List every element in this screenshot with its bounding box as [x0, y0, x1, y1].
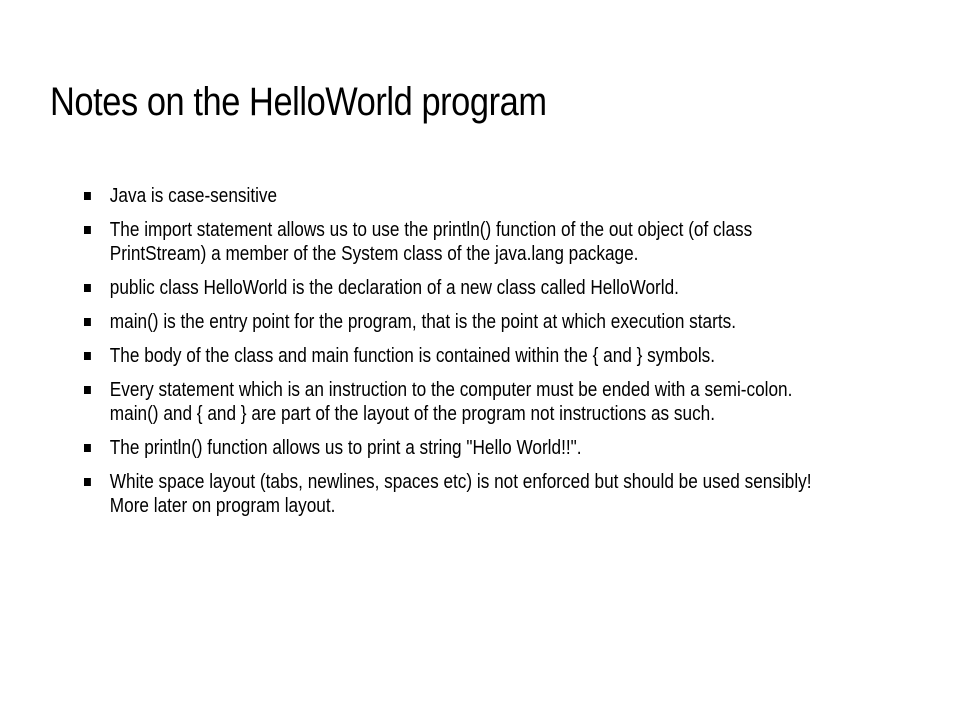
bullet-text: public class HelloWorld is the declaration of a new class called HelloWorld.	[109, 277, 679, 299]
square-bullet-icon	[84, 352, 91, 360]
bullet-text: Java is case-sensitive	[109, 185, 278, 207]
bullet-text: main() is the entry point for the program, that is the point at which execution starts.	[109, 311, 736, 333]
square-bullet-icon	[84, 318, 91, 326]
square-bullet-icon	[84, 386, 91, 394]
bullet-text: The import statement allows us to use the println() function of the out object (of class PrintStream) a member of the System class of the java.lang package.	[109, 219, 753, 265]
bullet-text: The println() function allows us to print a string "Hello World!!".	[109, 437, 582, 459]
square-bullet-icon	[84, 226, 91, 234]
bullet-item	[84, 470, 841, 518]
bullet-text: Every statement which is an instruction to the computer must be ended with a semi-colon. main() and { and } are part of the layout of the program not instructions as such.	[109, 379, 793, 425]
square-bullet-icon	[84, 478, 91, 486]
bullet-item	[84, 378, 841, 426]
bullet-item	[84, 218, 841, 266]
square-bullet-icon	[84, 284, 91, 292]
bullet-item	[84, 184, 841, 208]
bullet-item	[84, 310, 841, 334]
bullet-text: The body of the class and main function is contained within the { and } symbols.	[109, 345, 716, 367]
bullet-item	[84, 344, 841, 368]
bullet-item	[84, 276, 841, 300]
bullet-text: White space layout (tabs, newlines, spaces etc) is not enforced but should be used sensibly! More later on program layout.	[109, 471, 812, 517]
bullet-list	[84, 184, 841, 528]
bullet-item	[84, 436, 841, 460]
slide-title: Notes on the HelloWorld program	[50, 80, 547, 124]
square-bullet-icon	[84, 444, 91, 452]
square-bullet-icon	[84, 192, 91, 200]
